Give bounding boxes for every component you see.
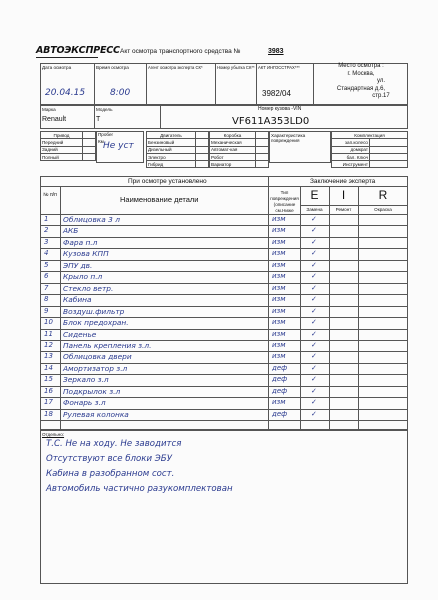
row-part-name: Облицовка двери [63,352,132,362]
notes-line: Автомобиль частично разукомплектован [46,484,233,494]
gearbox-option: Робот [210,153,256,160]
row-replace-check: ✓ [311,363,317,372]
row-part-name: Фара п.л [63,237,98,247]
row-damage-type: изм [272,340,286,349]
gearbox-table [209,131,269,168]
drive-title: Привод [41,132,83,139]
place-block [316,63,406,101]
row-replace-check: ✓ [311,386,317,395]
row-damage-type: изм [272,249,286,258]
row-damage-type: изм [272,283,286,292]
col-e-header: E [310,188,319,202]
time-value: 8:00 [110,88,131,98]
row-part-name: Крыло п.л [63,272,103,282]
row-number: 2 [44,226,49,235]
row-replace-check: ✓ [311,375,317,384]
col-i-sub: Ремонт [335,207,352,212]
row-number: 11 [44,329,53,338]
equipment-item: Инструмент [332,161,370,168]
doc-number: 3983 [268,48,284,55]
established-label: При осмотре установлено [128,178,207,185]
row-part-name: Стекло ветр. [63,283,114,293]
equipment-item: бал. Ключ [332,153,370,160]
gearbox-option: Вариатор [210,161,256,168]
row-number: 15 [44,375,53,384]
row-replace-check: ✓ [311,226,317,235]
row-replace-check: ✓ [311,215,317,223]
model-value: T [96,116,101,123]
engine-option: Гибрид [147,161,196,168]
row-replace-check: ✓ [311,283,317,292]
notes-line: Кабина в разобранном сост. [46,469,175,479]
row-damage-type: деф [272,409,288,418]
row-replace-check: ✓ [311,398,317,407]
row-part-name: Кузова КПП [63,249,109,259]
drive-option: Полный [41,153,83,160]
row-part-name: Фонарь з.л [63,398,106,408]
row-damage-type: изм [272,237,286,246]
col-e-sub: Замена [306,207,323,212]
row-part-name: ЭПУ дв. [63,260,93,270]
row-damage-type: деф [272,386,288,395]
row-damage-type: изм [272,306,286,315]
drive-table [40,131,96,161]
row-divider [40,260,408,261]
row-number: 14 [44,363,53,372]
equipment-item: зап.колесо [332,139,370,146]
row-part-name: Блок предохран. [63,318,129,328]
col-i-header: I [341,188,346,202]
row-number: 17 [44,398,53,407]
row-replace-check: ✓ [311,352,317,361]
row-replace-check: ✓ [311,249,317,258]
vin-value: VF611A353LD0 [232,116,310,127]
place-value-city: г. Москва, [347,70,375,77]
row-number: 8 [44,295,49,304]
vin-label: Номер кузова -VIN [258,106,302,112]
model-label: Модель [96,107,113,112]
loss-label: Номер убытка СК** [217,65,255,70]
row-divider [40,225,408,226]
row-number: 12 [44,340,53,349]
row-number: 5 [44,260,49,269]
row-replace-check: ✓ [311,306,317,315]
engine-option: Дизельный [147,146,196,153]
time-label: Время осмотра [96,65,129,70]
engine-table [146,131,209,168]
drive-option: Задний [41,146,83,153]
place-value-street: ул. [376,78,386,84]
col-r-header: R [378,188,388,202]
row-divider [40,420,408,421]
row-replace-check: ✓ [311,295,317,304]
gearbox-title: Коробка [210,132,256,139]
make-value: Renault [42,116,67,123]
row-part-name: Кабина [63,295,92,305]
row-part-name: Воздуш.фильтр [63,306,125,316]
row-part-name: АКБ [63,226,79,236]
row-number: 13 [44,352,53,361]
place-label: Место осмотра : [338,63,384,69]
row-replace-check: ✓ [311,272,317,281]
row-number: 16 [44,386,53,395]
row-damage-type: изм [272,398,286,407]
make-label: Марка [42,107,56,112]
row-damage-type: изм [272,329,286,338]
row-damage-type: изм [272,215,286,223]
conclusion-label: Заключение эксперта [310,178,376,185]
col-name-header: Наименование детали [120,195,199,204]
row-number: 6 [44,272,49,281]
place-value-address: Стандартная д.6, [336,85,386,92]
notes-label: Отдельно: [42,432,65,437]
notes-line: Отсутствуют все блоки ЭБУ [46,454,172,464]
row-part-name: Панель крепления з.л. [63,340,152,350]
equipment-table [331,131,408,168]
engine-option: Бензиновый [147,139,196,146]
row-damage-type: деф [272,363,288,372]
row-replace-check: ✓ [311,409,317,418]
row-number: 18 [44,409,53,418]
row-damage-type: изм [272,260,286,269]
row-part-name: Облицовка 3 л [63,215,120,224]
row-replace-check: ✓ [311,318,317,327]
row-damage-type: изм [272,226,286,235]
col-r-sub: Окраска [374,207,392,212]
row-replace-check: ✓ [311,260,317,269]
row-number: 10 [44,318,53,327]
row-part-name: Рулевая колонка [63,409,129,419]
drive-option: Передний [41,139,83,146]
logo-text: АВТОЭКСПРЕСС [36,45,120,56]
row-number: 3 [44,237,49,246]
row-number: 7 [44,283,49,292]
notes-text [46,437,233,497]
col-num-header: № п/п [43,192,57,198]
date-label: Дата осмотра [42,65,72,70]
row-part-name: Сиденье [63,329,97,339]
mileage-unit: Км [98,139,104,144]
row-replace-check: ✓ [311,237,317,246]
date-value: 20.04.15 [45,88,86,98]
row-number: 9 [44,306,49,315]
row-part-name: Амортизатор з.л [63,363,128,373]
damage-char-title: Характеристика повреждения [271,133,306,143]
act-number: 3982/04 [262,89,291,98]
place-value-building: стр.17 [372,93,390,99]
row-number: 1 [44,215,49,223]
company-logo [36,45,120,56]
row-divider [40,294,408,295]
equipment-title: Комплектация [332,132,408,139]
row-damage-type: изм [272,272,286,281]
notes-line: Т.С. Не на ходу. Не заводится [46,439,182,449]
row-damage-type: изм [272,318,286,327]
logo-underline [36,57,98,58]
gearbox-option: Механическая [210,139,256,146]
row-number: 4 [44,249,49,258]
doc-title: Акт осмотра транспортного средства № [120,48,241,55]
row-replace-check: ✓ [311,340,317,349]
engine-option: Электро [147,153,196,160]
mileage-label: Пробег [98,132,114,137]
col-type-header: Тип повреждения (описание см.Ниже [270,190,299,213]
row-replace-check: ✓ [311,329,317,338]
row-damage-type: деф [272,375,288,384]
gearbox-option: Автомат-кая [210,146,256,153]
mileage-value: Не уст [103,141,134,151]
row-damage-type: изм [272,352,286,361]
row-part-name: Зеркало з.л [63,375,109,385]
engine-title: Двигатель [147,132,196,139]
expert-label: Агент осмотра эксперта СК* [148,65,203,70]
row-part-name: Подкрылок з.л [63,386,121,396]
act-label: АКТ ИНГОССТРАХ*** [258,65,300,70]
equipment-item: домкрат [332,146,370,153]
row-damage-type: изм [272,295,286,304]
